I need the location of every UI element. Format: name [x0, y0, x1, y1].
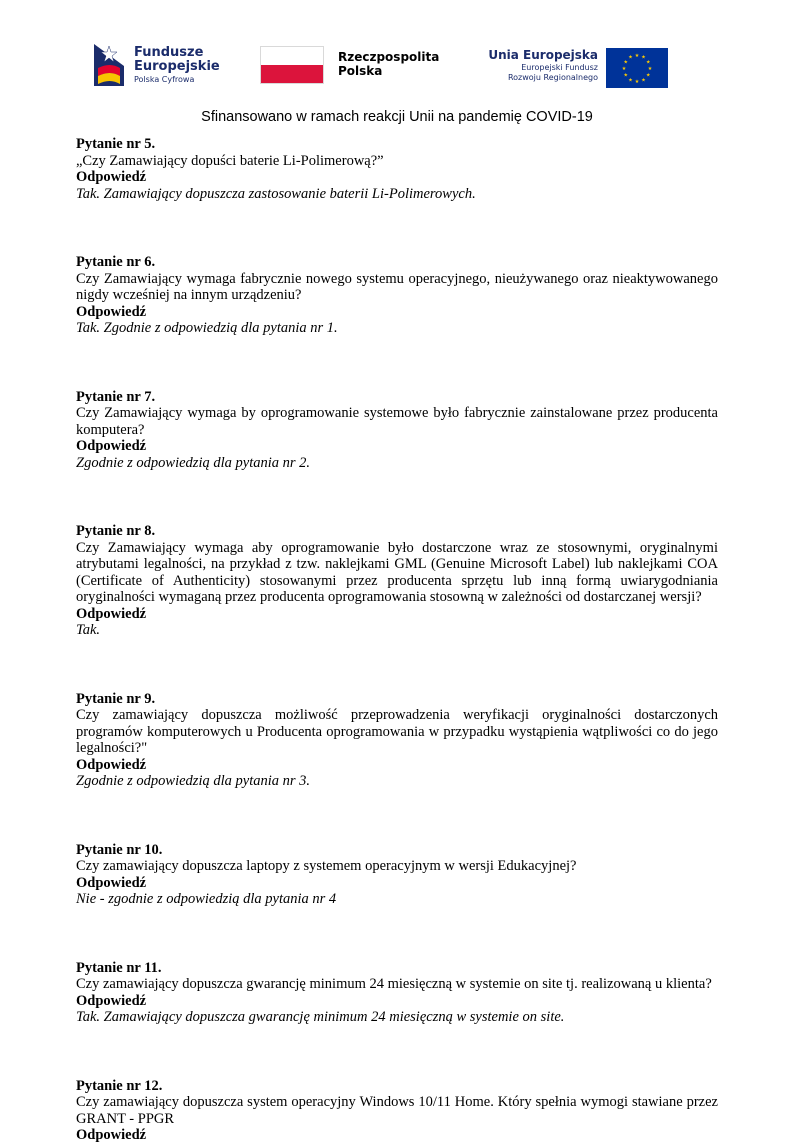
- answer-label: Odpowiedź: [76, 605, 147, 622]
- question-text: Czy zamawiający dopuszcza laptopy z systemem operacyjnym w wersji Edukacyjnej?: [76, 858, 577, 874]
- question-text: Czy zamawiający dopuszcza system operacyjny Windows 10/11 Home. Który spełnia wymogi stawiane przez GRANT - PPGR: [76, 1094, 718, 1127]
- qa-item: [76, 389, 718, 472]
- question-title: Pytanie nr 7.: [76, 388, 156, 405]
- qa-item: [76, 960, 718, 1026]
- question-title: Pytanie nr 6.: [76, 254, 156, 270]
- answer-label: Odpowiedź: [76, 1127, 147, 1143]
- fundusze-europejskie-logo: [94, 40, 234, 92]
- svg-text:★: ★: [634, 79, 640, 85]
- fe-logo-text: [134, 46, 220, 86]
- svg-text:★: ★: [628, 54, 633, 61]
- fe-logo-line2: Europejskie: [134, 59, 220, 74]
- svg-text:★: ★: [623, 59, 628, 66]
- answer-text: Zgodnie z odpowiedzią dla pytania nr 3.: [76, 773, 311, 789]
- question-title: Pytanie nr 9.: [76, 690, 156, 707]
- svg-text:★: ★: [641, 54, 646, 61]
- pl-logo-line2: Polska: [338, 64, 383, 78]
- qa-item: [76, 136, 718, 202]
- pl-logo-line1: Rzeczpospolita: [338, 50, 440, 64]
- answer-text: Tak.: [76, 622, 101, 638]
- question-text: Czy Zamawiający wymaga fabrycznie nowego systemu operacyjnego, nieużywanego oraz nieaktywowanego nigdy wcześniej na innym urządzeniu?: [76, 270, 718, 303]
- answer-text: Tak. Zgodnie z odpowiedzią dla pytania nr 1.: [76, 320, 338, 336]
- answer-label: Odpowiedź: [76, 169, 147, 185]
- eu-flag-icon: [606, 48, 668, 88]
- ue-logo-sub1: Europejski Fundusz: [521, 63, 598, 72]
- answer-text: Tak. Zamawiający dopuszcza gwarancję minimum 24 miesięczną w systemie on site.: [76, 1009, 565, 1025]
- svg-text:★: ★: [628, 77, 633, 84]
- svg-text:★: ★: [646, 72, 651, 79]
- ue-logo-sub2: Rozwoju Regionalnego: [507, 73, 598, 82]
- svg-text:★: ★: [621, 66, 627, 72]
- financing-tagline: Sfinansowano w ramach reakcji Unii na pandemię COVID-19: [201, 109, 593, 125]
- question-title: Pytanie nr 11.: [76, 959, 162, 976]
- svg-text:★: ★: [623, 72, 628, 79]
- svg-text:★: ★: [646, 59, 651, 66]
- question-text: Czy zamawiający dopuszcza możliwość przeprowadzenia weryfikacji oryginalności dostarczonych programów komputerowych u Producenta oprogramowania w przypadku wystąpienia wątpliwości co do jego legalności?": [76, 707, 718, 756]
- qa-item: [76, 254, 718, 337]
- fe-star-symbol-icon: [94, 42, 124, 86]
- svg-text:★: ★: [647, 66, 653, 72]
- qa-item: [76, 523, 718, 639]
- question-title: Pytanie nr 5.: [76, 136, 156, 152]
- answer-label: Odpowiedź: [76, 438, 147, 454]
- ue-logo-text: [484, 48, 598, 83]
- rzeczpospolita-polska-logo: [260, 46, 460, 90]
- fe-logo-line3: Polska Cyfrowa: [134, 75, 195, 84]
- ue-logo-title: Unia Europejska: [488, 48, 598, 62]
- question-text: „Czy Zamawiający dopuści baterie Li-Polimerową?”: [76, 152, 384, 169]
- polish-flag-icon: [260, 46, 324, 84]
- qa-list: [76, 136, 718, 1144]
- question-text: Czy zamawiający dopuszcza gwarancję minimum 24 miesięczną w systemie on site tj. realizowaną u klienta?: [76, 976, 712, 992]
- question-text: Czy Zamawiający wymaga by oprogramowanie systemowe było fabrycznie zainstalowane przez producenta komputera?: [76, 405, 718, 438]
- question-title: Pytanie nr 12.: [76, 1077, 163, 1094]
- question-text: Czy Zamawiający wymaga aby oprogramowanie było dostarczone wraz ze stosownymi, oryginalnymi atrybutami legalności, na przykład z tzw. naklejkami GML (Genuine Microsoft Label) lub naklejkami COA (Certificate of Authenticity) stosowanymi przez producenta sprzętu lub inną formą uwiarygodniania oryginalności wymaganą przez producenta oprogramowania stosowną w zależności od dostarczanej wersji?: [76, 539, 718, 605]
- answer-label: Odpowiedź: [76, 756, 147, 773]
- question-title: Pytanie nr 10.: [76, 841, 163, 858]
- question-title: Pytanie nr 8.: [76, 523, 156, 539]
- qa-item: [76, 1078, 718, 1144]
- svg-text:★: ★: [634, 53, 640, 59]
- qa-item: [76, 842, 718, 908]
- unia-europejska-logo: [484, 44, 684, 92]
- answer-label: Odpowiedź: [76, 992, 147, 1009]
- answer-text: Zgodnie z odpowiedzią dla pytania nr 2.: [76, 454, 311, 471]
- qa-item: [76, 691, 718, 790]
- svg-text:★: ★: [641, 77, 646, 84]
- answer-text: Nie - zgodnie z odpowiedzią dla pytania nr 4: [76, 891, 337, 907]
- answer-text: Tak. Zamawiający dopuszcza zastosowanie baterii Li-Polimerowych.: [76, 185, 476, 202]
- header-logos: [94, 40, 684, 92]
- answer-label: Odpowiedź: [76, 303, 147, 320]
- pl-logo-text: [338, 50, 439, 78]
- answer-label: Odpowiedź: [76, 874, 147, 891]
- fe-logo-line1: Fundusze: [134, 45, 204, 60]
